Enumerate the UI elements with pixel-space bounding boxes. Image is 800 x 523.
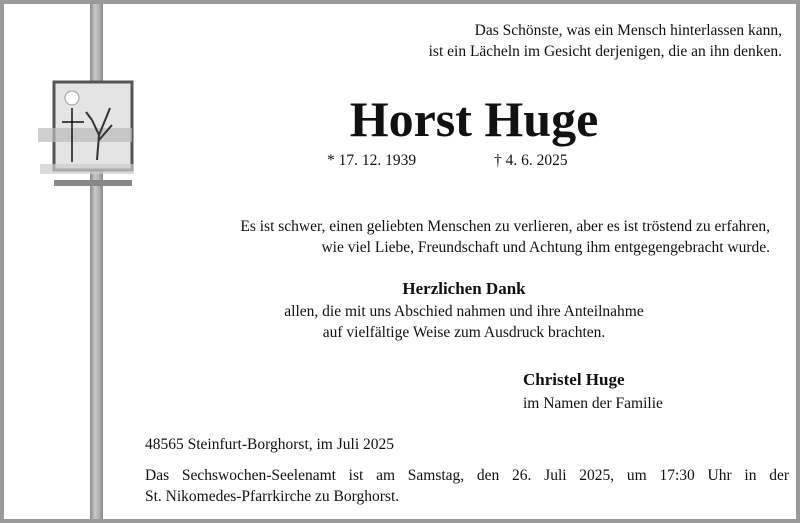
thanks-heading: Herzlichen Dank [402, 279, 526, 298]
thanks-line-2: auf vielfältige Weise zum Ausdruck brachten. [322, 324, 606, 341]
deceased-name: Horst Huge [349, 91, 599, 147]
message-line-2: wie viel Liebe, Freundschaft und Achtung ihm entgegengebracht wurde. [321, 239, 770, 256]
obituary-notice [4, 4, 796, 519]
signature-name: Christel Huge [523, 370, 625, 389]
service-line-2: St. Nikomedes-Pfarrkirche zu Borghorst. [145, 488, 400, 505]
message-line-1: Es ist schwer, einen geliebten Menschen zu verlieren, aber es ist tröstend zu erfahren, [240, 218, 770, 235]
tree-cross-illustration [34, 80, 134, 192]
quote-line-2: ist ein Lächeln im Gesicht derjenigen, die an ihn denken. [428, 43, 782, 60]
quote-line-1: Das Schönste, was ein Mensch hinterlassen kann, [474, 22, 782, 39]
birth-date: * 17. 12. 1939 [327, 152, 417, 169]
signature-subtitle: im Namen der Familie [523, 395, 663, 412]
place-date: 48565 Steinfurt-Borghorst, im Juli 2025 [145, 436, 395, 453]
death-date: † 4. 6. 2025 [494, 152, 568, 169]
service-line-1: Das Sechswochen-Seelenamt ist am Samstag, den 26. Juli 2025, um 17:30 Uhr in der [145, 467, 789, 484]
thanks-line-1: allen, die mit uns Abschied nahmen und ihre Anteilnahme [284, 303, 644, 320]
